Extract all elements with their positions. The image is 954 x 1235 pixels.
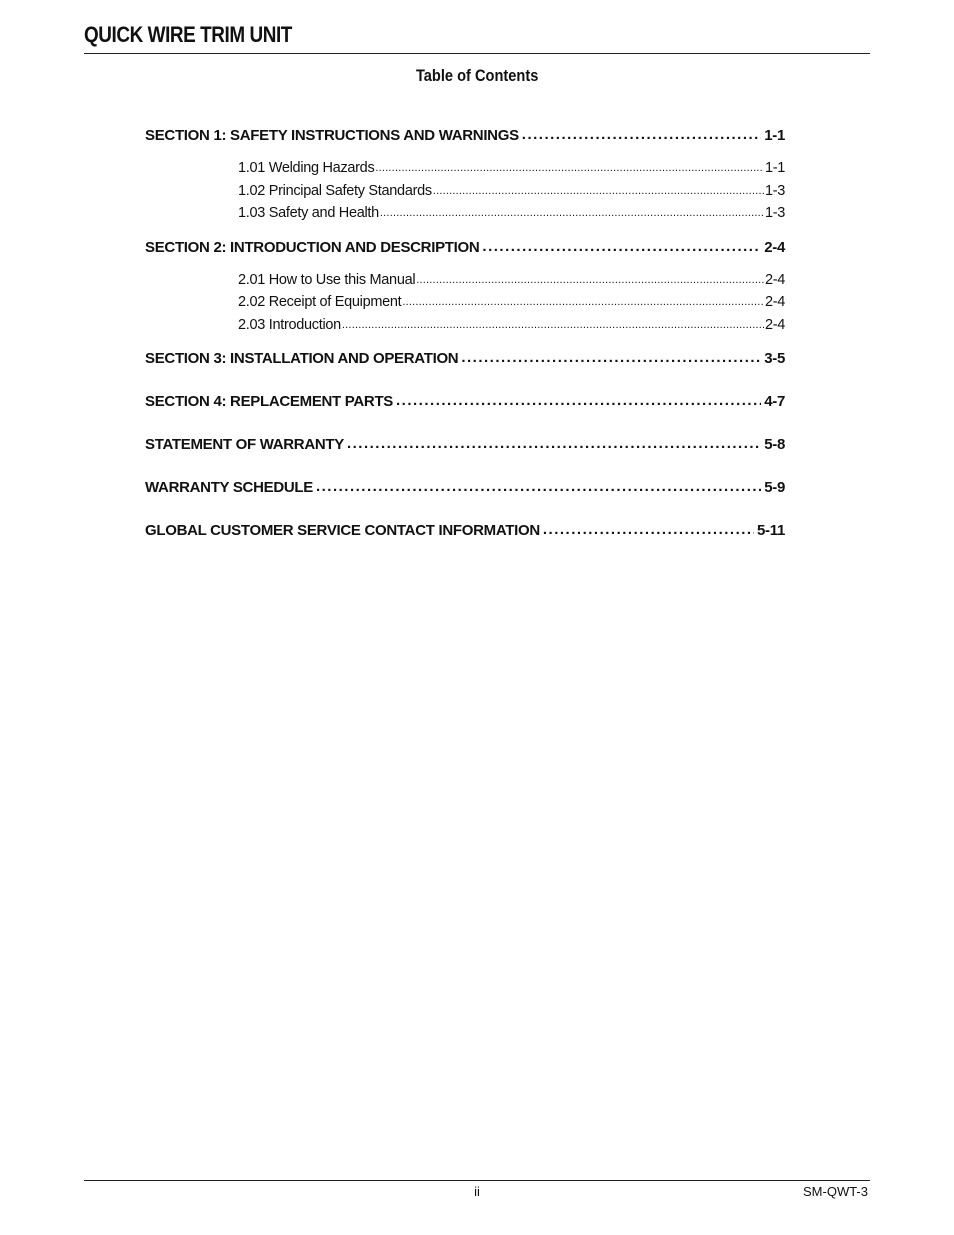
footer-rule — [84, 1180, 870, 1181]
dot-leader — [482, 236, 761, 258]
toc-subsection-1-03[interactable] — [238, 202, 785, 225]
toc-section-label: WARRANTY SCHEDULE — [145, 479, 313, 496]
toc-subsection-label: 2.02 Receipt of Equipment — [238, 294, 402, 310]
document-title: QUICK WIRE TRIM UNIT — [84, 22, 292, 47]
toc-page-number: 2-4 — [764, 271, 785, 288]
toc-section-4[interactable] — [145, 391, 785, 413]
toc-subsection-label: 1.03 Safety and Health — [238, 205, 379, 221]
toc-page-number: 5-11 — [757, 522, 785, 539]
toc-page-number: 1-3 — [764, 182, 785, 199]
toc-section-label: SECTION 3: INSTALLATION AND OPERATION — [145, 350, 459, 367]
dot-leader — [416, 269, 764, 292]
toc-section-1[interactable] — [145, 125, 785, 147]
toc-subsection-1-01[interactable] — [238, 157, 785, 180]
toc-page-number: 2-4 — [764, 316, 785, 333]
dot-leader — [347, 433, 761, 455]
toc-heading-text: Table of Contents — [415, 66, 539, 85]
dot-leader — [375, 157, 764, 180]
toc-page-number: 5-8 — [764, 436, 785, 453]
toc-page-number: 2-4 — [764, 238, 785, 256]
toc-statement-of-warranty[interactable] — [145, 434, 785, 456]
toc-subsection-label: 1.02 Principal Safety Standards — [238, 182, 432, 199]
toc-section-label: SECTION 4: REPLACEMENT PARTS — [145, 393, 394, 410]
toc-subsection-label: 1.01 Welding Hazards — [238, 160, 375, 176]
toc-subsection-2-02[interactable] — [238, 291, 785, 314]
toc-page-number: 1-1 — [764, 160, 785, 176]
dot-leader — [433, 180, 764, 203]
header-rule — [84, 53, 870, 54]
dot-leader — [380, 202, 764, 225]
dot-leader — [522, 124, 761, 146]
toc-page-number: 5-9 — [764, 479, 785, 496]
toc-warranty-schedule[interactable] — [145, 477, 785, 499]
toc-section-label: SECTION 1: SAFETY INSTRUCTIONS AND WARNINGS — [145, 127, 519, 144]
dot-leader — [342, 314, 764, 337]
footer-document-code: SM-QWT-3 — [803, 1184, 868, 1199]
toc-page-number: 2-4 — [764, 294, 785, 310]
dot-leader — [396, 390, 761, 412]
toc-section-2[interactable] — [145, 237, 785, 259]
toc-section-label: SECTION 2: INTRODUCTION AND DESCRIPTION — [145, 238, 480, 256]
dot-leader — [316, 476, 761, 498]
dot-leader — [543, 519, 754, 541]
toc-page-number: 1-1 — [764, 127, 785, 144]
toc-subsection-2-03[interactable] — [238, 314, 785, 337]
toc-subsection-2-01[interactable] — [238, 269, 785, 292]
toc-global-customer-service[interactable] — [145, 520, 785, 542]
toc-section-label: GLOBAL CUSTOMER SERVICE CONTACT INFORMATION — [145, 522, 540, 539]
toc-subsection-label: 2.03 Introduction — [238, 316, 341, 333]
dot-leader — [461, 347, 761, 369]
toc-heading — [0, 66, 954, 86]
toc-page-number: 1-3 — [764, 205, 785, 221]
toc-subsection-1-02[interactable] — [238, 180, 785, 203]
toc-page-number: 3-5 — [764, 350, 785, 367]
toc-subsection-label: 2.01 How to Use this Manual — [238, 271, 416, 288]
toc-section-label: STATEMENT OF WARRANTY — [145, 436, 344, 453]
dot-leader — [402, 291, 764, 314]
toc-page-number: 4-7 — [764, 393, 785, 410]
table-of-contents — [145, 125, 785, 542]
footer-page-number: ii — [474, 1184, 480, 1199]
toc-section-3[interactable] — [145, 348, 785, 370]
